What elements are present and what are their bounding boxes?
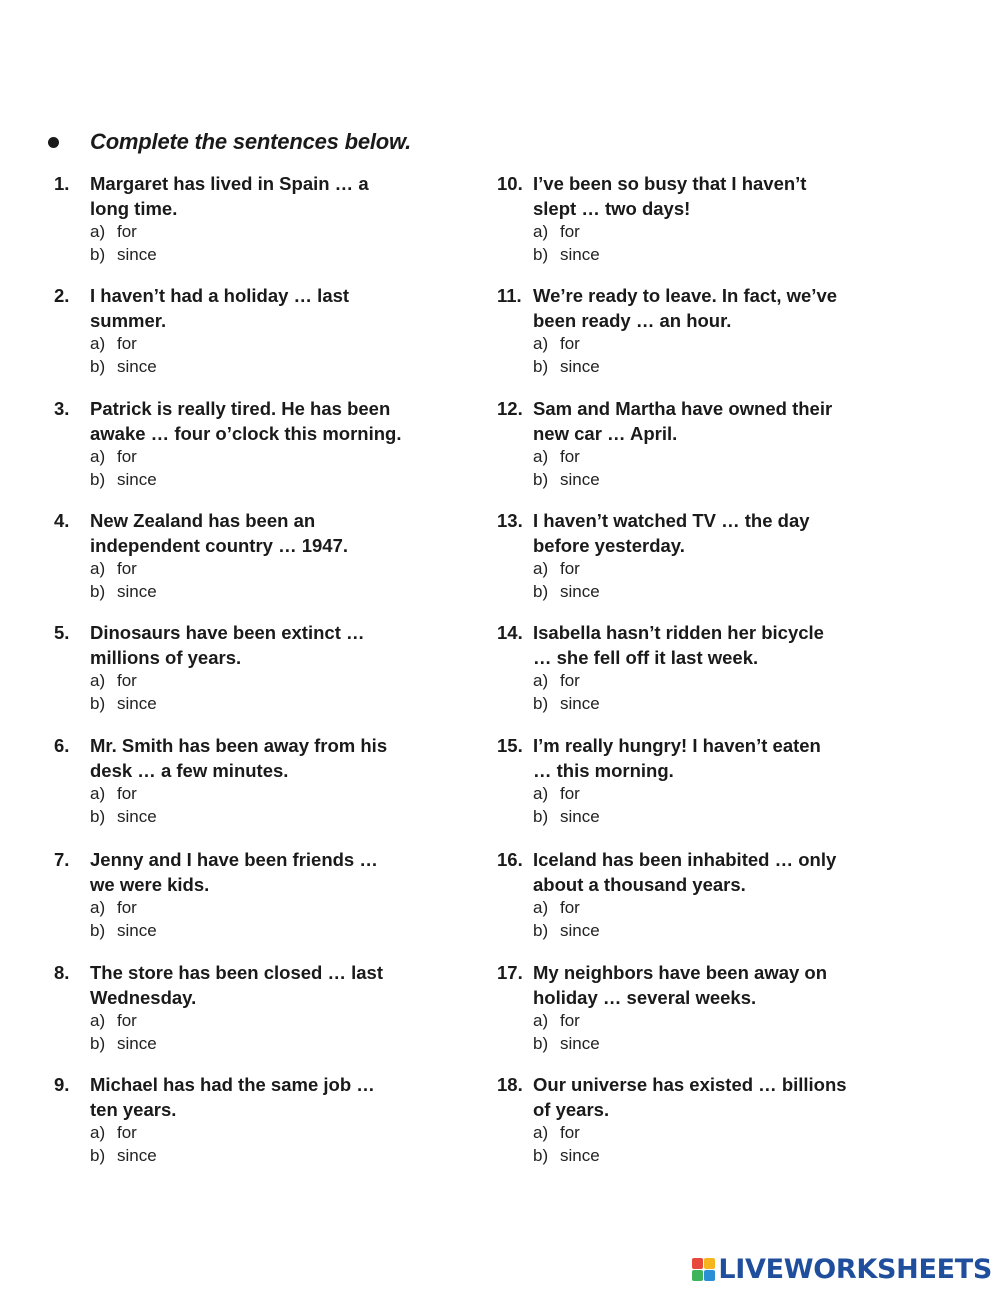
question-item: [497, 1073, 867, 1167]
option-text: for: [117, 334, 137, 353]
answer-options: [533, 1010, 867, 1055]
question-item: [54, 284, 424, 378]
option-letter: a): [90, 447, 106, 466]
option-letter: a): [90, 559, 106, 578]
option-a[interactable]: [90, 221, 424, 244]
answer-options: [533, 558, 867, 603]
option-a[interactable]: [533, 1010, 867, 1033]
option-a[interactable]: [90, 333, 424, 356]
question-item: [54, 172, 424, 266]
option-letter: a): [90, 671, 106, 690]
question-number: 5.: [54, 622, 70, 643]
option-text: since: [560, 1033, 600, 1053]
question-item: [497, 284, 867, 378]
option-a[interactable]: [533, 446, 867, 469]
option-b[interactable]: [90, 1033, 424, 1056]
option-letter: a): [533, 671, 549, 690]
question-number: 16.: [497, 849, 523, 870]
question-number: 13.: [497, 510, 523, 531]
question-item: [54, 848, 424, 942]
option-letter: b): [533, 693, 549, 713]
option-b[interactable]: [90, 581, 424, 604]
option-text: for: [117, 1123, 137, 1142]
option-text: since: [117, 1033, 157, 1053]
option-b[interactable]: [533, 356, 867, 379]
option-letter: a): [90, 222, 106, 241]
option-text: since: [117, 244, 157, 264]
question-text: My neighbors have been away on holiday … several weeks.: [533, 962, 828, 1008]
logo-tile: [692, 1270, 703, 1281]
question-number: 6.: [54, 735, 70, 756]
option-a[interactable]: [533, 333, 867, 356]
option-text: since: [560, 920, 600, 940]
option-text: for: [560, 334, 580, 353]
answer-options: [533, 897, 867, 942]
question-text: Isabella hasn’t ridden her bicycle … she fell off it last week.: [533, 622, 824, 668]
option-a[interactable]: [533, 897, 867, 920]
option-letter: a): [533, 1011, 549, 1030]
question-number: 14.: [497, 622, 523, 643]
question-number: 7.: [54, 849, 70, 870]
option-b[interactable]: [533, 693, 867, 716]
question-text: Our universe has existed … billions of years.: [533, 1074, 847, 1120]
question-item: [54, 961, 424, 1055]
option-b[interactable]: [533, 244, 867, 267]
option-text: since: [117, 1145, 157, 1165]
question-item: [54, 509, 424, 603]
question-item: [497, 397, 867, 491]
option-letter: a): [90, 1123, 106, 1142]
option-text: since: [117, 356, 157, 376]
question-text: Jenny and I have been friends … we were kids.: [90, 849, 378, 895]
question-text: New Zealand has been an independent country … 1947.: [90, 510, 349, 556]
question-item: [54, 1073, 424, 1167]
option-letter: a): [533, 784, 549, 803]
option-letter: a): [533, 1123, 549, 1142]
question-item: [54, 397, 424, 491]
answer-options: [90, 446, 424, 491]
option-letter: b): [90, 693, 106, 713]
option-letter: b): [533, 244, 549, 264]
option-a[interactable]: [90, 1010, 424, 1033]
option-b[interactable]: [90, 920, 424, 943]
option-text: since: [117, 693, 157, 713]
question-number: 3.: [54, 398, 70, 419]
question-item: [497, 509, 867, 603]
option-a[interactable]: [90, 446, 424, 469]
option-text: for: [560, 222, 580, 241]
bullet-icon: [48, 137, 59, 148]
option-letter: b): [533, 469, 549, 489]
question-text: Sam and Martha have owned their new car … April.: [533, 398, 833, 444]
option-b[interactable]: [90, 1145, 424, 1168]
question-text: Dinosaurs have been extinct … millions of years.: [90, 622, 365, 668]
question-number: 17.: [497, 962, 523, 983]
option-text: for: [560, 1011, 580, 1030]
question-number: 12.: [497, 398, 523, 419]
option-text: since: [560, 356, 600, 376]
question-number: 10.: [497, 173, 523, 194]
question-text: I’ve been so busy that I haven’t slept … two days!: [533, 173, 807, 219]
option-letter: b): [533, 356, 549, 376]
option-letter: b): [90, 581, 106, 601]
answer-options: [533, 333, 867, 378]
option-letter: b): [533, 806, 549, 826]
option-letter: b): [90, 356, 106, 376]
question-text: I’m really hungry! I haven’t eaten … this morning.: [533, 735, 821, 781]
option-letter: b): [90, 469, 106, 489]
option-letter: b): [90, 1033, 106, 1053]
option-b[interactable]: [533, 920, 867, 943]
option-a[interactable]: [90, 783, 424, 806]
answer-options: [90, 1122, 424, 1167]
option-text: since: [560, 581, 600, 601]
question-item: [54, 621, 424, 715]
option-b[interactable]: [90, 356, 424, 379]
option-text: for: [117, 671, 137, 690]
option-text: for: [117, 898, 137, 917]
option-letter: b): [533, 920, 549, 940]
question-item: [497, 734, 867, 828]
answer-options: [90, 670, 424, 715]
answer-options: [90, 1010, 424, 1055]
option-letter: b): [90, 920, 106, 940]
option-text: for: [117, 559, 137, 578]
option-text: for: [117, 784, 137, 803]
option-b[interactable]: [533, 1145, 867, 1168]
option-text: since: [560, 1145, 600, 1165]
answer-options: [533, 221, 867, 266]
option-b[interactable]: [533, 1033, 867, 1056]
question-number: 4.: [54, 510, 70, 531]
option-text: since: [560, 693, 600, 713]
option-letter: a): [533, 559, 549, 578]
option-a[interactable]: [90, 558, 424, 581]
logo-tile: [692, 1258, 703, 1269]
option-text: since: [560, 806, 600, 826]
instruction-text: Complete the sentences below.: [90, 129, 412, 154]
option-text: for: [560, 1123, 580, 1142]
option-a[interactable]: [90, 897, 424, 920]
option-a[interactable]: [533, 783, 867, 806]
answer-options: [90, 558, 424, 603]
option-a[interactable]: [533, 1122, 867, 1145]
answer-options: [90, 333, 424, 378]
question-number: 15.: [497, 735, 523, 756]
option-text: for: [560, 447, 580, 466]
question-number: 9.: [54, 1074, 70, 1095]
option-b[interactable]: [533, 581, 867, 604]
question-number: 1.: [54, 173, 70, 194]
answer-options: [90, 221, 424, 266]
instruction-heading: [48, 126, 411, 158]
liveworksheets-logo: [692, 1254, 992, 1285]
option-text: since: [117, 920, 157, 940]
option-text: since: [117, 581, 157, 601]
option-text: for: [117, 222, 137, 241]
answer-options: [533, 1122, 867, 1167]
option-letter: a): [90, 784, 106, 803]
question-text: Iceland has been inhabited … only about a thousand years.: [533, 849, 837, 895]
answer-options: [533, 670, 867, 715]
option-text: for: [117, 1011, 137, 1030]
logo-tile: [704, 1270, 715, 1281]
option-b[interactable]: [90, 693, 424, 716]
option-letter: b): [90, 806, 106, 826]
option-a[interactable]: [90, 670, 424, 693]
liveworksheets-logo-icon: [692, 1258, 715, 1281]
question-text: Mr. Smith has been away from his desk … a few minutes.: [90, 735, 388, 781]
option-letter: a): [533, 334, 549, 353]
option-a[interactable]: [533, 670, 867, 693]
option-letter: a): [90, 334, 106, 353]
option-letter: a): [533, 447, 549, 466]
answer-options: [90, 897, 424, 942]
option-text: for: [560, 898, 580, 917]
question-text: I haven’t watched TV … the day before yesterday.: [533, 510, 810, 556]
option-letter: b): [533, 1033, 549, 1053]
option-b[interactable]: [90, 469, 424, 492]
question-number: 11.: [497, 285, 522, 306]
question-item: [497, 621, 867, 715]
option-a[interactable]: [533, 558, 867, 581]
question-text: We’re ready to leave. In fact, we’ve been ready … an hour.: [533, 285, 838, 331]
question-text: I haven’t had a holiday … last summer.: [90, 285, 350, 331]
option-text: for: [560, 559, 580, 578]
question-number: 8.: [54, 962, 70, 983]
option-letter: a): [90, 898, 106, 917]
option-text: for: [560, 784, 580, 803]
option-text: for: [560, 671, 580, 690]
logo-tile: [704, 1258, 715, 1269]
question-item: [497, 961, 867, 1055]
option-text: since: [117, 806, 157, 826]
option-b[interactable]: [533, 806, 867, 829]
option-a[interactable]: [533, 221, 867, 244]
logo-text: LIVEWORKSHEETS: [718, 1254, 992, 1285]
option-a[interactable]: [90, 1122, 424, 1145]
question-text: Michael has had the same job … ten years.: [90, 1074, 375, 1120]
question-text: Patrick is really tired. He has been awake … four o’clock this morning.: [90, 398, 402, 444]
question-number: 18.: [497, 1074, 523, 1095]
option-letter: b): [90, 1145, 106, 1165]
option-text: for: [117, 447, 137, 466]
question-item: [497, 172, 867, 266]
option-letter: a): [533, 222, 549, 241]
question-number: 2.: [54, 285, 70, 306]
answer-options: [533, 783, 867, 828]
option-text: since: [117, 469, 157, 489]
answer-options: [533, 446, 867, 491]
option-text: since: [560, 469, 600, 489]
option-b[interactable]: [90, 244, 424, 267]
option-letter: b): [533, 581, 549, 601]
question-text: The store has been closed … last Wednesday.: [90, 962, 384, 1008]
option-b[interactable]: [90, 806, 424, 829]
question-item: [497, 848, 867, 942]
answer-options: [90, 783, 424, 828]
question-item: [54, 734, 424, 828]
option-letter: a): [90, 1011, 106, 1030]
option-letter: b): [533, 1145, 549, 1165]
question-text: Margaret has lived in Spain … a long time.: [90, 173, 369, 219]
option-letter: a): [533, 898, 549, 917]
option-text: since: [560, 244, 600, 264]
option-letter: b): [90, 244, 106, 264]
option-b[interactable]: [533, 469, 867, 492]
